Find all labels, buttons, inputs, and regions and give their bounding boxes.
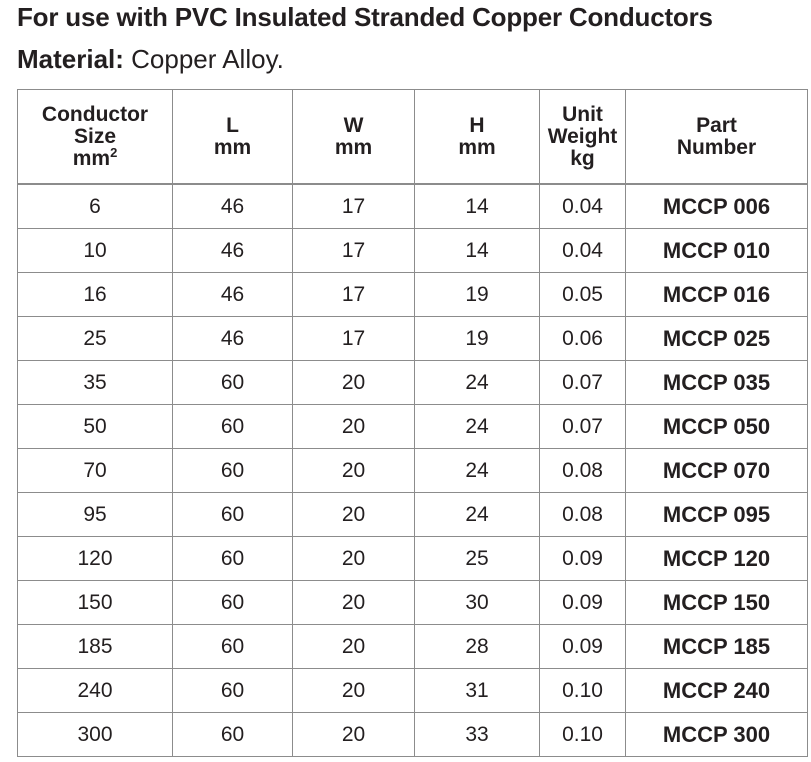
col-part-number-cell: MCCP 095 [626,493,808,537]
col-height-cell: 25 [415,537,540,581]
col-width-cell: 20 [293,537,415,581]
col-width-cell: 17 [293,317,415,361]
col-conductor-size-cell: 35 [18,361,173,405]
col-conductor-size-cell: 10 [18,229,173,273]
col-length-cell: 60 [173,625,293,669]
col-height-cell: 31 [415,669,540,713]
header-text: mm [213,135,252,159]
col-width-cell: 17 [293,229,415,273]
col-width-cell: 20 [293,449,415,493]
col-part-number-cell: MCCP 240 [626,669,808,713]
col-part-number-cell: MCCP 035 [626,361,808,405]
header-text: Part [696,113,737,137]
col-height-cell: 19 [415,273,540,317]
col-width-cell: 20 [293,625,415,669]
col-conductor-size-cell: 50 [18,405,173,449]
table-row [18,405,808,449]
header-text: Conductor [41,102,149,126]
header-text: kg [570,146,595,170]
col-width-cell: 20 [293,669,415,713]
col-width-cell: 17 [293,273,415,317]
header-text: W [343,113,364,137]
col-length-cell: 60 [173,669,293,713]
col-unit-weight-cell: 0.08 [540,493,626,537]
header-text: Number [676,135,757,159]
col-conductor-size-cell: 6 [18,184,173,229]
material-line [17,42,284,76]
table-header [18,90,808,185]
col-length-cell: 60 [173,405,293,449]
col-unit-weight-cell: 0.10 [540,669,626,713]
col-length-cell: 46 [173,273,293,317]
table-row [18,713,808,757]
header-text: mm [458,135,496,159]
col-conductor-size-cell: 16 [18,273,173,317]
col-unit-weight-cell: 0.07 [540,361,626,405]
col-unit-weight-cell: 0.06 [540,317,626,361]
table-row [18,669,808,713]
col-conductor-size-cell: 300 [77,722,113,746]
col-part-number-cell: MCCP 300 [626,713,808,757]
col-height-cell: 24 [415,493,540,537]
col-length-cell: 60 [173,713,293,757]
col-part-number-cell: MCCP 010 [626,229,808,273]
col-width-cell: 20 [293,405,415,449]
col-height-cell: 14 [415,184,540,229]
col-height-cell: 14 [415,229,540,273]
table-row [18,537,808,581]
material-value: Copper Alloy. [123,44,284,74]
material-label: Material: [17,44,124,74]
header-text: Weight [547,124,618,148]
col-unit-weight-cell: 0.04 [540,229,626,273]
header-text: H [469,113,485,137]
col-conductor-size-cell: 150 [18,581,173,625]
col-part-number-cell: MCCP 120 [626,537,808,581]
table-row [18,229,808,273]
col-length-cell: 60 [173,581,293,625]
table-body [18,184,808,757]
col-width-cell: 20 [293,581,415,625]
col-height-cell: 30 [415,581,540,625]
col-unit-weight-cell: 0.10 [540,713,626,757]
col-length-header [173,90,293,185]
col-conductor-size-cell: 185 [18,625,173,669]
table-row [18,581,808,625]
table-row [18,273,808,317]
header-superscript: 2 [110,144,118,160]
col-width-cell: 20 [293,493,415,537]
col-conductor-size-cell: 240 [18,669,173,713]
table-row [18,493,808,537]
col-width-header [293,90,415,185]
header-text: Size [73,124,117,148]
col-height-cell: 24 [415,405,540,449]
col-length-cell: 60 [173,493,293,537]
col-height-cell: 19 [415,317,540,361]
table-row [18,361,808,405]
col-conductor-size-cell: 25 [18,317,173,361]
col-unit-weight-cell: 0.08 [540,449,626,493]
spec-table [17,89,808,757]
header-row [18,90,808,185]
col-unit-weight-cell: 0.05 [540,273,626,317]
col-length-cell: 60 [173,361,293,405]
col-length-cell: 46 [173,317,293,361]
col-conductor-size-cell: 120 [18,537,173,581]
col-unit-weight-cell: 0.07 [540,405,626,449]
col-conductor-size-cell: 95 [18,493,173,537]
col-height-cell: 24 [415,449,540,493]
col-conductor-size-cell: 70 [18,449,173,493]
col-conductor-size-header [18,90,173,185]
col-part-number-cell: MCCP 150 [626,581,808,625]
col-unit-weight-header [540,90,626,185]
header-text: mm [72,146,111,170]
col-width-cell: 20 [293,713,415,757]
col-length-cell: 46 [173,229,293,273]
col-unit-weight-cell: 0.09 [540,537,626,581]
col-part-number-cell: MCCP 185 [626,625,808,669]
table-row [18,317,808,361]
page-heading: For use with PVC Insulated Stranded Copper Conductors [17,2,713,32]
col-width-cell: 17 [293,184,415,229]
col-part-number-cell: MCCP 016 [626,273,808,317]
table-row [18,625,808,669]
col-unit-weight-cell: 0.09 [540,581,626,625]
table-row [18,184,808,229]
col-length-cell: 46 [173,184,293,229]
table-row [18,449,808,493]
col-length-cell: 60 [173,449,293,493]
col-width-cell: 20 [293,361,415,405]
col-height-cell: 33 [415,713,540,757]
col-part-number-cell: MCCP 025 [626,317,808,361]
header-text: mm [334,135,373,159]
col-unit-weight-cell: 0.09 [540,625,626,669]
header-text: Unit [562,102,603,126]
col-part-number-cell: MCCP 006 [626,184,808,229]
col-height-cell: 24 [415,361,540,405]
col-unit-weight-cell: 0.04 [540,184,626,229]
col-length-cell: 60 [173,537,293,581]
col-height-header [415,90,540,185]
col-part-number-header [626,90,808,185]
col-part-number-cell: MCCP 050 [626,405,808,449]
col-part-number-cell: MCCP 070 [626,449,808,493]
col-height-cell: 28 [415,625,540,669]
header-text: L [226,113,239,137]
